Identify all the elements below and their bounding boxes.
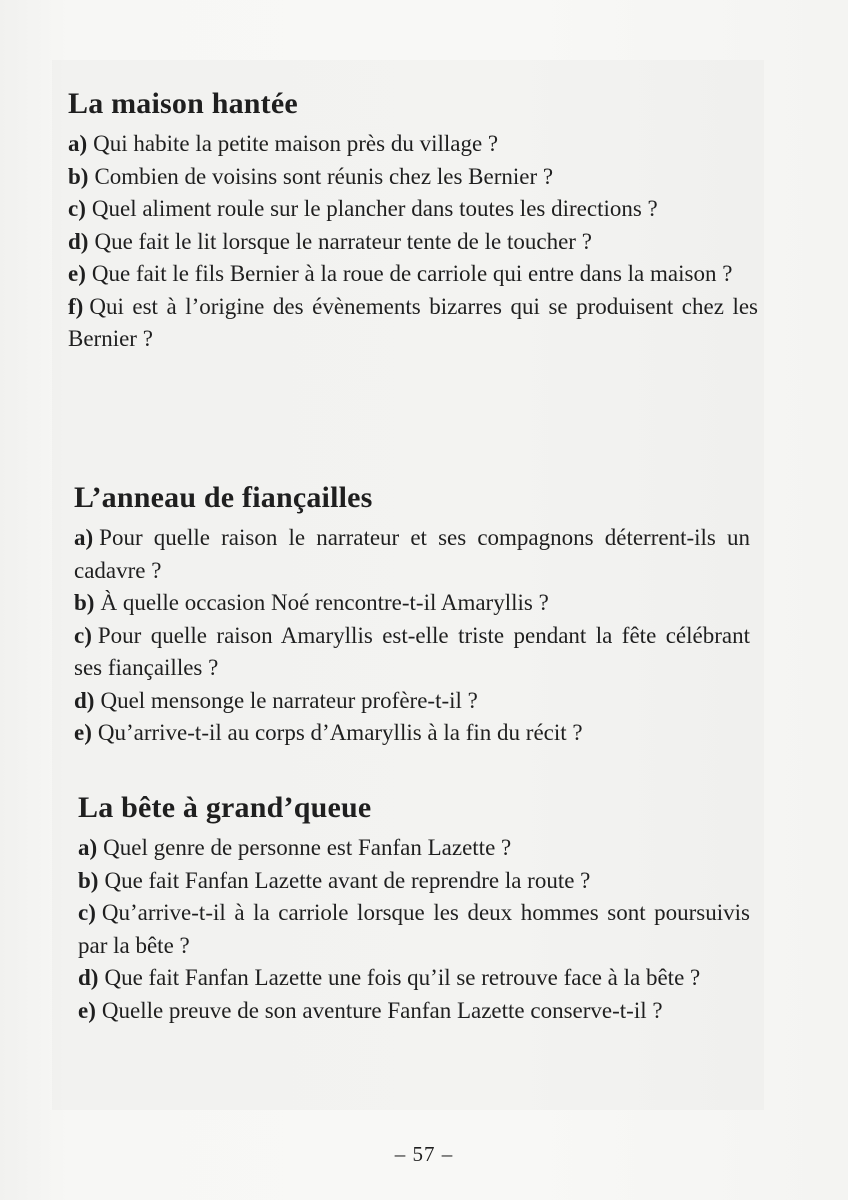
question-item [74, 522, 750, 587]
question-text: Que fait Fanfan Lazette une fois qu’il se retrouve face à la bête ? [104, 965, 701, 990]
question-label: b) [68, 163, 89, 189]
question-label: f) [68, 293, 84, 319]
question-item [74, 587, 750, 620]
question-label: e) [74, 720, 92, 745]
question-text: Quelle preuve de son aventure Fanfan Lazette conserve-t-il ? [101, 997, 663, 1023]
question-text: Pour quelle raison Amaryllis est-elle triste pendant la fête célébrant ses fiançailles ? [74, 622, 750, 680]
section-la-maison-hantee [68, 84, 758, 356]
question-item [78, 962, 750, 995]
question-item [78, 832, 750, 865]
question-item [68, 128, 758, 161]
question-text: Que fait le fils Bernier à la roue de carriole qui entre dans la maison ? [91, 261, 733, 286]
question-item [78, 897, 750, 962]
question-label: b) [78, 867, 99, 893]
question-label: e) [78, 997, 96, 1023]
question-label: a) [78, 835, 98, 860]
question-label: c) [68, 196, 86, 221]
question-text: Combien de voisins sont réunis chez les Bernier ? [94, 163, 554, 189]
question-label: d) [68, 228, 89, 254]
question-item [68, 226, 758, 259]
section-bete-a-grand-queue [78, 788, 750, 1027]
question-text: À quelle occasion Noé rencontre-t-il Amaryllis ? [100, 590, 549, 615]
question-label: e) [68, 261, 86, 286]
question-item [68, 258, 758, 291]
question-item [68, 291, 758, 356]
question-text: Quel aliment roule sur le plancher dans toutes les directions ? [91, 196, 658, 221]
question-item [74, 717, 750, 750]
question-item [68, 193, 758, 226]
question-text: Pour quelle raison le narrateur et ses compagnons déterrent-ils un cadavre ? [74, 525, 750, 583]
question-text: Quel genre de personne est Fanfan Lazette ? [103, 835, 512, 860]
section-anneau-de-fiancailles [74, 478, 750, 750]
question-text: Qu’arrive-t-il au corps d’Amaryllis à la fin du récit ? [97, 720, 583, 745]
question-item [74, 685, 750, 718]
question-text: Que fait Fanfan Lazette avant de reprendre la route ? [104, 867, 591, 893]
question-label: c) [78, 900, 96, 925]
question-label: b) [74, 590, 95, 615]
question-text: Quel mensonge le narrateur profère-t-il ? [100, 687, 478, 713]
question-item [78, 995, 750, 1028]
question-label: c) [74, 622, 92, 648]
section-title: L’anneau de fiançailles [74, 481, 373, 514]
question-text: Qui est à l’origine des évènements bizarres qui se produisent chez les Bernier ? [68, 293, 758, 351]
question-label: d) [74, 687, 95, 713]
question-label: a) [74, 525, 94, 550]
page-number: – 57 – [394, 1142, 454, 1166]
question-text: Qu’arrive-t-il à la carriole lorsque les deux hommes sont poursuivis par la bête ? [78, 900, 750, 958]
section-title: La bête à grand’queue [78, 791, 372, 824]
question-text: Qui habite la petite maison près du village ? [93, 131, 499, 156]
question-text: Que fait le lit lorsque le narrateur tente de le toucher ? [94, 228, 592, 254]
question-item [78, 865, 750, 898]
question-item [68, 161, 758, 194]
question-label: d) [78, 965, 99, 990]
section-title: La maison hantée [68, 87, 298, 120]
question-item [74, 620, 750, 685]
question-label: a) [68, 131, 88, 156]
